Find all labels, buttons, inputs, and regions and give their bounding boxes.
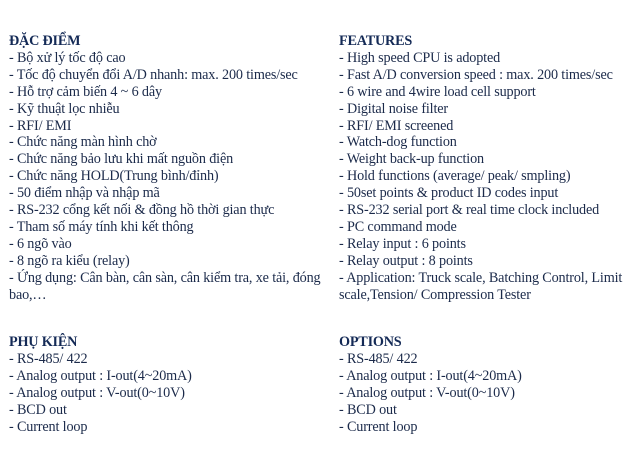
section-heading: OPTIONS (339, 334, 402, 350)
list-item: - Hold functions (average/ peak/ smpling) (339, 168, 571, 185)
list-item: - 6 ngõ vào (9, 235, 72, 252)
list-item: - Hỗ trợ cảm biến 4 ~ 6 dây (9, 83, 162, 100)
list-item: - Digital noise filter (339, 100, 448, 117)
list-item: - Chức năng HOLD(Trung bình/đỉnh) (9, 168, 219, 185)
list-item: - Relay output : 8 points (339, 252, 473, 269)
options-vi-section (9, 334, 331, 435)
list-item: - Relay input : 6 points (339, 235, 466, 252)
list-item: - Chức năng bảo lưu khi mất nguồn điện (9, 151, 234, 168)
options-en-section (339, 334, 631, 435)
section-heading: PHỤ KIỆN (9, 334, 78, 350)
list-item: - RS-232 serial port & real time clock included (339, 202, 600, 219)
list-item: - Analog output : I-out(4~20mA) (9, 367, 192, 384)
list-item: - RFI/ EMI screened (339, 117, 454, 134)
list-item: - Analog output : V-out(0~10V) (339, 384, 515, 401)
list-item: - Bộ xử lý tốc độ cao (9, 49, 126, 66)
list-item: - Application: Truck scale, Batching Control, Limit scale,Tension/ Compression Tester (339, 269, 623, 303)
list-item: - Tham số máy tính khi kết thông (9, 218, 194, 235)
list-item: - RS-485/ 422 (9, 350, 88, 367)
features-vi-section (9, 33, 331, 304)
list-item: - Ứng dụng: Cân bàn, cân sàn, cân kiểm tra, xe tải, đóng bao,… (9, 269, 321, 303)
section-heading: FEATURES (339, 33, 413, 49)
list-item: - RS-232 cổng kết nối & đồng hồ thời gian thực (9, 202, 275, 219)
list-item: - Chức năng màn hình chờ (9, 134, 157, 151)
list-item: - 8 ngõ ra kiểu (relay) (9, 252, 130, 269)
features-en-section (339, 33, 631, 304)
list-item: - Current loop (339, 418, 418, 435)
list-item: - Kỹ thuật lọc nhiễu (9, 100, 120, 117)
list-item: - Fast A/D conversion speed : max. 200 times/sec (339, 66, 613, 83)
list-item: - Tốc độ chuyển đổi A/D nhanh: max. 200 times/sec (9, 66, 298, 83)
list-item: - BCD out (339, 401, 397, 418)
list-item: - High speed CPU is adopted (339, 49, 501, 66)
list-item: - RFI/ EMI (9, 117, 72, 134)
list-item: - BCD out (9, 401, 67, 418)
list-item: - Analog output : I-out(4~20mA) (339, 367, 522, 384)
list-item: - RS-485/ 422 (339, 350, 418, 367)
list-item: - PC command mode (339, 218, 457, 235)
list-item: - 50set points & product ID codes input (339, 185, 559, 202)
list-item: - 50 điểm nhập và nhập mã (9, 185, 160, 202)
list-item: - Current loop (9, 418, 88, 435)
list-item: - Watch-dog function (339, 134, 457, 151)
section-heading: ĐẶC ĐIỂM (9, 33, 81, 49)
list-item: - Analog output : V-out(0~10V) (9, 384, 185, 401)
list-item: - 6 wire and 4wire load cell support (339, 83, 536, 100)
list-item: - Weight back-up function (339, 151, 484, 168)
